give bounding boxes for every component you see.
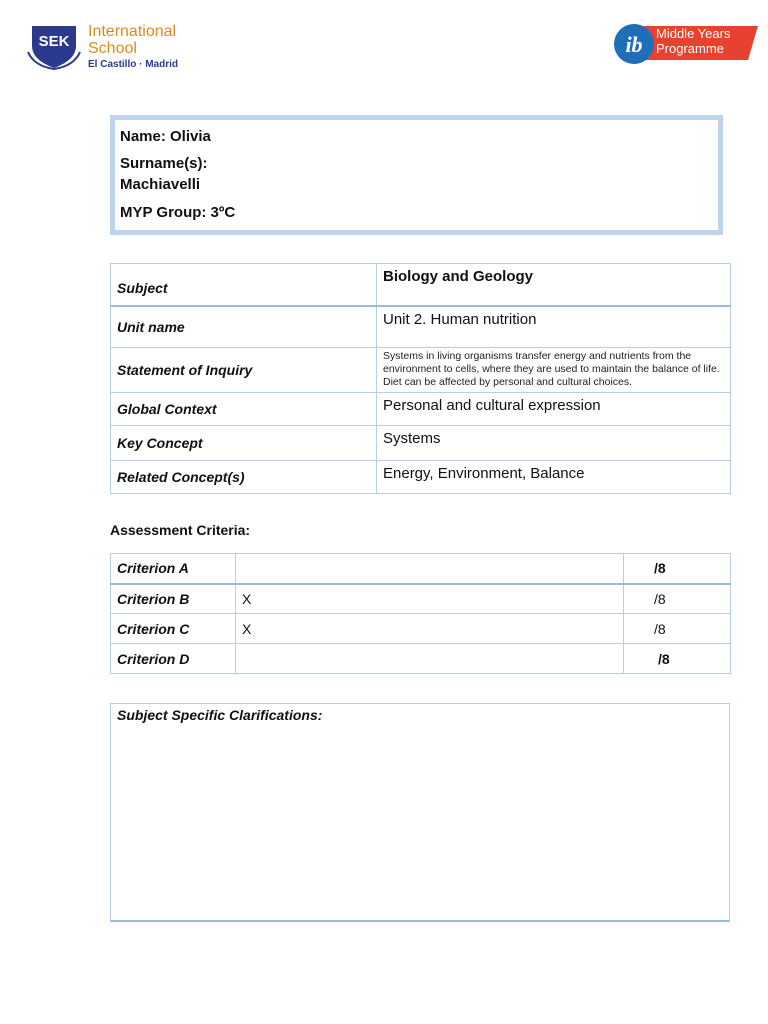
table-row — [111, 644, 731, 674]
criterion-b-label: Criterion B — [111, 584, 236, 614]
table-row — [111, 461, 731, 494]
ib-programme-line2: Programme — [656, 41, 724, 56]
unit-name-value: Unit 2. Human nutrition — [377, 306, 731, 348]
criterion-b-score: /8 — [624, 584, 731, 614]
related-concepts-label: Related Concept(s) — [111, 461, 377, 494]
table-row — [111, 348, 731, 393]
student-surname-value: Machiavelli — [120, 176, 201, 193]
criterion-d-label: Criterion D — [111, 644, 236, 674]
key-concept-value: Systems — [377, 426, 731, 461]
ib-programme-line1: Middle Years — [656, 26, 731, 41]
sek-emblem-text: SEK — [38, 33, 70, 50]
school-location: El Castillo · Madrid — [88, 59, 179, 70]
criteria-table — [110, 553, 731, 674]
table-row — [111, 393, 731, 426]
subject-label: Subject — [111, 264, 377, 306]
statement-of-inquiry-label: Statement of Inquiry — [111, 348, 377, 393]
assessment-criteria-heading: Assessment Criteria: — [110, 522, 251, 538]
criterion-d-mark[interactable] — [236, 644, 624, 674]
unit-info-table — [110, 263, 731, 494]
criterion-d-score: /8 — [624, 644, 731, 674]
school-name-line2: School — [88, 40, 137, 57]
student-info-box — [110, 115, 723, 235]
statement-of-inquiry-value: Systems in living organisms transfer energy and nutrients from the environment to cells, where they are used to maintain the balance of life. Diet can be affected by personal and cultural choices. — [377, 348, 731, 393]
criterion-c-score: /8 — [624, 614, 731, 644]
criterion-c-label: Criterion C — [111, 614, 236, 644]
global-context-label: Global Context — [111, 393, 377, 426]
ib-emblem-text: ib — [625, 32, 643, 57]
key-concept-label: Key Concept — [111, 426, 377, 461]
criterion-c-mark[interactable]: X — [236, 614, 624, 644]
clarifications-box[interactable] — [110, 703, 730, 922]
subject-value: Biology and Geology — [377, 264, 731, 306]
criterion-a-mark[interactable] — [236, 554, 624, 584]
unit-name-label: Unit name — [111, 306, 377, 348]
table-row — [111, 426, 731, 461]
school-name-line1: International — [88, 23, 177, 40]
criterion-a-label: Criterion A — [111, 554, 236, 584]
clarifications-title: Subject Specific Clarifications: — [117, 707, 323, 723]
criterion-a-score: /8 — [624, 554, 731, 584]
table-row — [111, 264, 731, 306]
global-context-value: Personal and cultural expression — [377, 393, 731, 426]
student-surname-label: Surname(s): — [120, 155, 208, 172]
related-concepts-value: Energy, Environment, Balance — [377, 461, 731, 494]
table-row — [111, 584, 731, 614]
table-row — [111, 554, 731, 584]
student-group: MYP Group: 3ºC — [120, 204, 236, 221]
ib-myp-logo — [612, 22, 758, 66]
table-row — [111, 614, 731, 644]
sek-emblem-icon — [24, 22, 84, 70]
table-row — [111, 306, 731, 348]
school-logo — [24, 22, 194, 72]
criterion-b-mark[interactable]: X — [236, 584, 624, 614]
student-name: Name: Olivia — [120, 128, 211, 145]
